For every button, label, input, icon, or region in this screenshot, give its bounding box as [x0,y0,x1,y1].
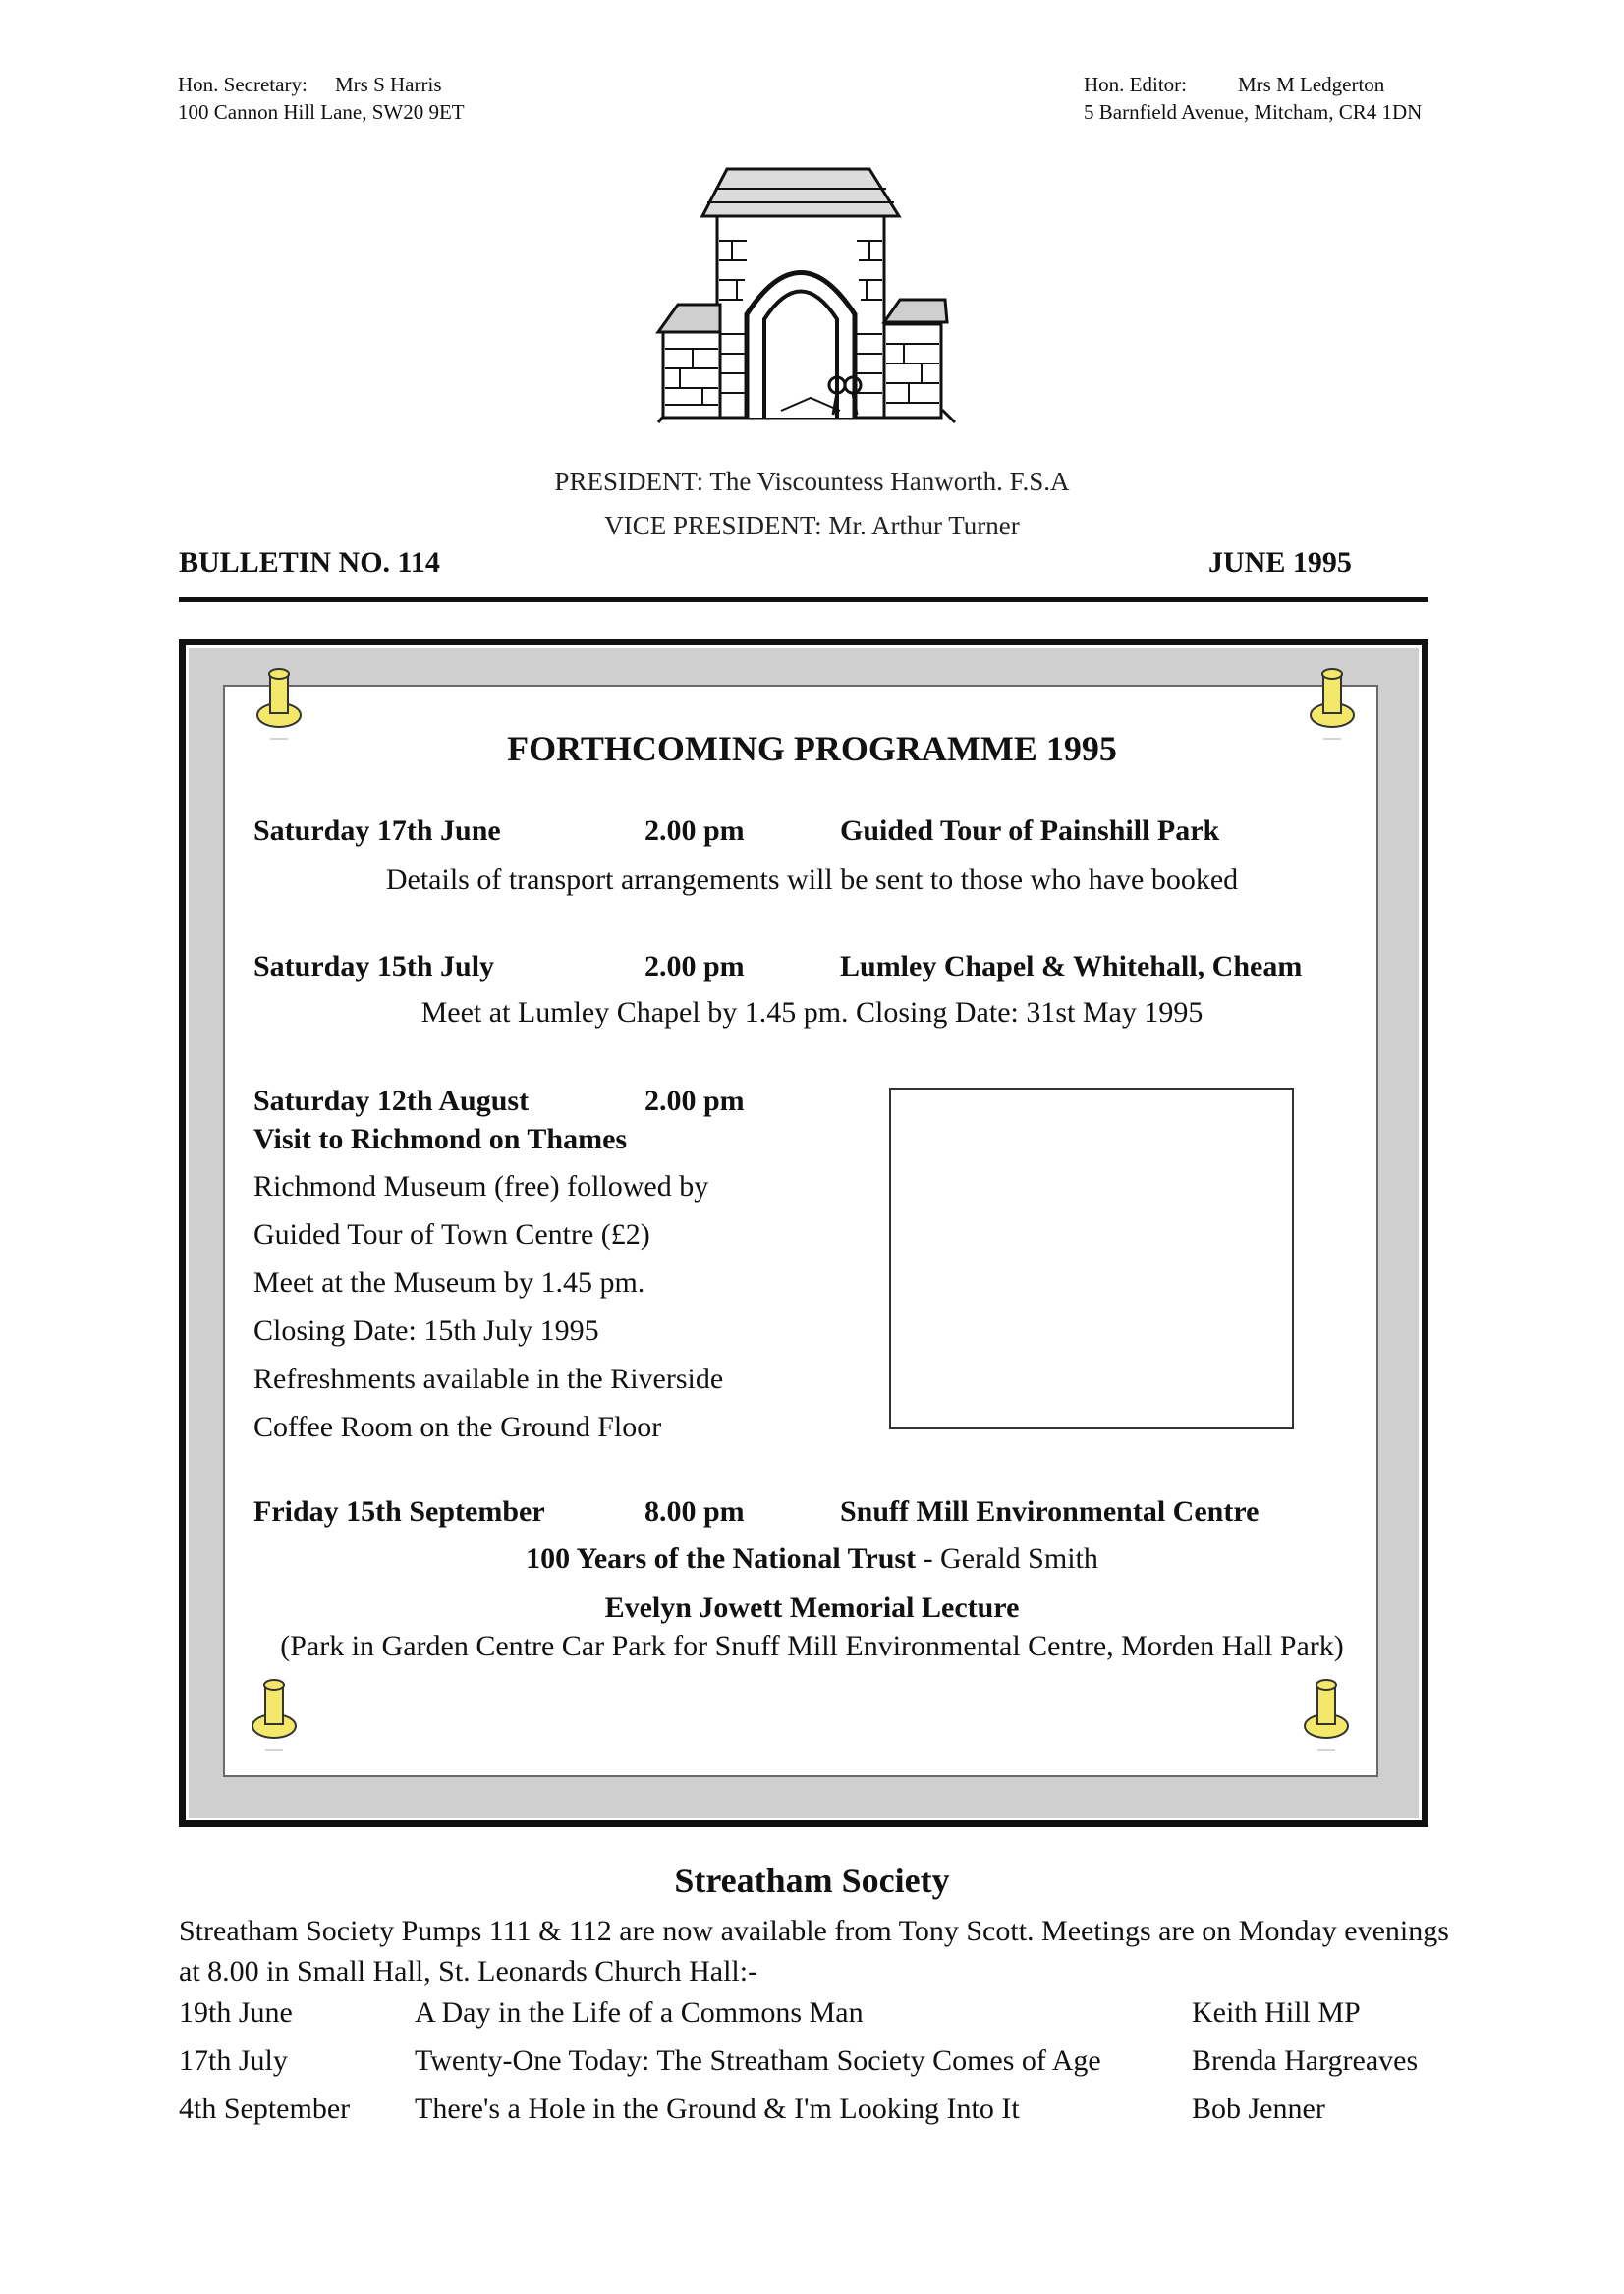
meeting-speaker: Bob Jenner [1192,2093,1325,2125]
editor-label: Hon. Editor: [1084,73,1187,96]
event-detail-line: Guided Tour of Town Centre (£2) [253,1218,650,1251]
event-detail-line: Refreshments available in the Riverside [253,1363,724,1395]
meeting-title: Twenty-One Today: The Streatham Society Comes of Age [415,2044,1101,2077]
event-detail-line: Closing Date: 15th July 1995 [253,1315,599,1347]
streatham-intro: Streatham Society Pumps 111 & 112 are now available from Tony Scott. Meetings are on Monday evenings at 8.00 in Small Hall, St. Leonards Church Hall:- [179,1915,1449,1987]
president-line: PRESIDENT: The Viscountess Hanworth. F.S.A [554,467,1070,496]
event-place: Snuff Mill Environmental Centre [840,1495,1260,1528]
event-parking: (Park in Garden Centre Car Park for Snuff Mill Environmental Centre, Morden Hall Park) [280,1630,1344,1662]
secretary-name: Mrs S Harris [335,73,442,96]
streatham-title: Streatham Society [674,1861,950,1900]
image-placeholder [889,1088,1294,1429]
secretary-label: Hon. Secretary: [178,73,308,96]
event-note: Meet at Lumley Chapel by 1.45 pm. Closing Date: 31st May 1995 [420,996,1204,1029]
event-place: Guided Tour of Painshill Park [840,814,1220,847]
header-rule [179,597,1428,602]
editor-name: Mrs M Ledgerton [1238,73,1385,96]
bulletin-date: JUNE 1995 [1208,546,1352,579]
event-title: Visit to Richmond on Thames [253,1123,628,1155]
editor-address: 5 Barnfield Avenue, Mitcham, CR4 1DN [1084,100,1423,124]
event-lecture: Evelyn Jowett Memorial Lecture [604,1592,1020,1624]
meeting-speaker: Brenda Hargreaves [1192,2044,1419,2077]
event-time: 2.00 pm [644,814,745,847]
event-day: Saturday 12th August [253,1085,530,1117]
event-talk [0,1542,1624,1576]
event-note: Details of transport arrangements will be sent to those who have booked [385,864,1239,896]
event-day: Friday 15th September [253,1495,545,1528]
meeting-date: 4th September [179,2093,351,2125]
secretary-address: 100 Cannon Hill Lane, SW20 9ET [178,100,465,124]
bulletin-number: BULLETIN NO. 114 [179,546,440,579]
event-day: Saturday 17th June [253,814,501,847]
meeting-date: 19th June [179,1996,293,2029]
secretary-block [178,71,465,126]
event-day: Saturday 15th July [253,950,495,982]
event-place: Lumley Chapel & Whitehall, Cheam [840,950,1303,982]
event-time: 2.00 pm [644,1085,745,1117]
talk-title: 100 Years of the National Trust [526,1542,917,1575]
meeting-date: 17th July [179,2044,288,2077]
meeting-title: A Day in the Life of a Commons Man [415,1996,864,2029]
drawing-pin-icon [1300,1677,1353,1754]
meeting-speaker: Keith Hill MP [1192,1996,1361,2029]
talk-speaker: - Gerald Smith [916,1542,1098,1575]
event-time: 8.00 pm [644,1495,745,1528]
meeting-title: There's a Hole in the Ground & I'm Looking Into It [415,2093,1020,2125]
vice-president-line: VICE PRESIDENT: Mr. Arthur Turner [604,511,1020,540]
event-time: 2.00 pm [644,950,745,982]
event-detail-line: Coffee Room on the Ground Floor [253,1411,662,1443]
event-detail-line: Meet at the Museum by 1.45 pm. [253,1266,645,1299]
archway-logo-icon [609,157,1002,442]
drawing-pin-icon [248,1677,301,1754]
programme-title: FORTHCOMING PROGRAMME 1995 [507,729,1117,768]
editor-block [1084,71,1422,126]
event-detail-line: Richmond Museum (free) followed by [253,1170,709,1203]
